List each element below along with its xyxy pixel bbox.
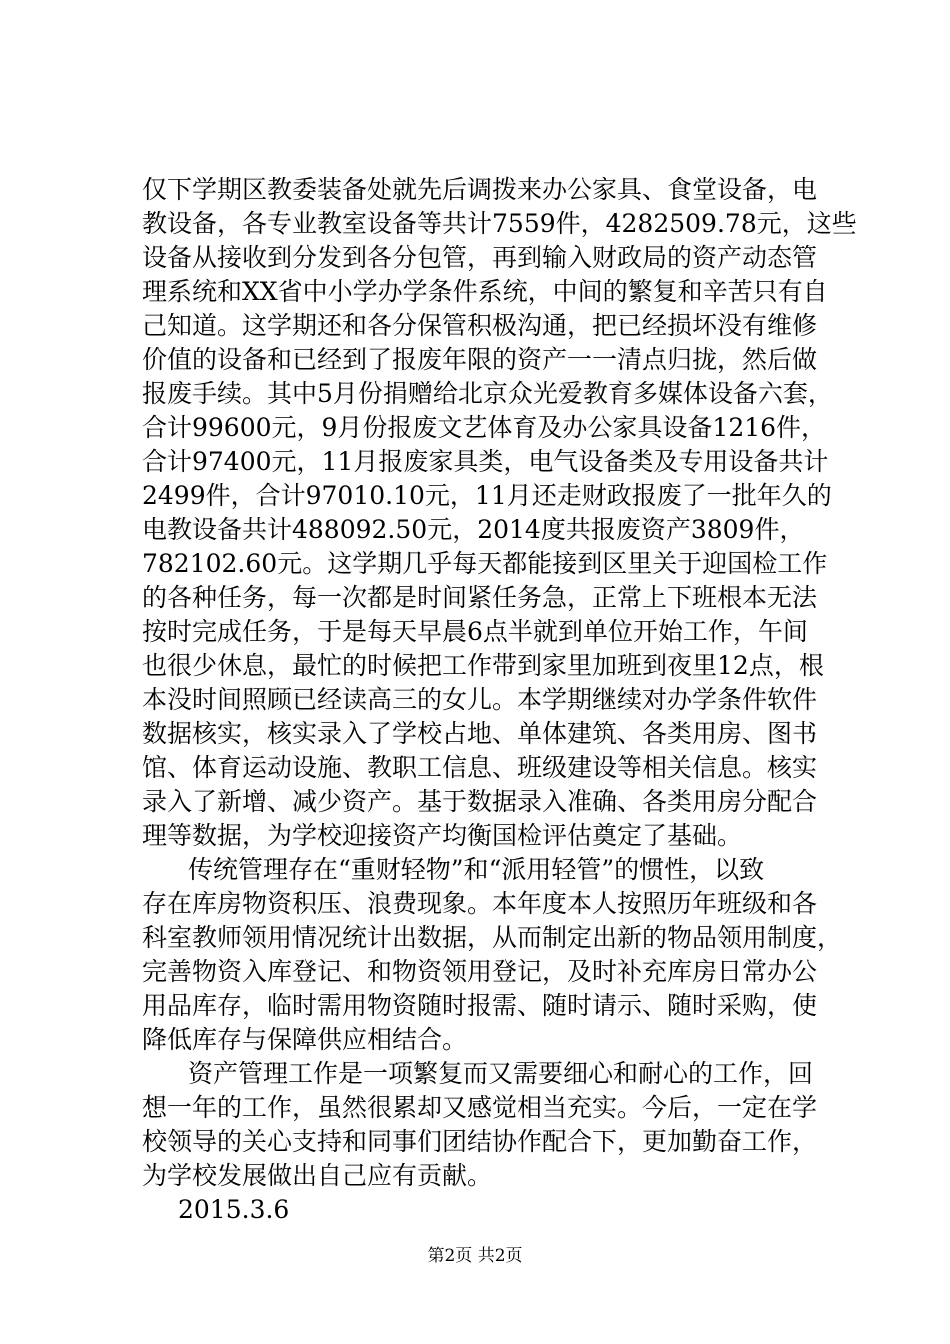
text-line: 报废手续。其中5月份捐赠给北京众光爱教育多媒体设备六套， (142, 379, 833, 408)
text-line: 也很少休息，最忙的时候把工作带到家里加班到夜里12点，根 (142, 651, 824, 680)
date-line: 2015.3.6 (178, 1195, 290, 1224)
text-line: 科室教师领用情况统计出数据，从而制定出新的物品领用制度， (142, 923, 843, 952)
text-line: 的各种任务，每一次都是时间紧任务急，正常上下班根本无法 (142, 583, 818, 612)
text-line: 为学校发展做出自己应有贡献。 (142, 1161, 493, 1190)
text-line: 按时完成任务，于是每天早晨6点半就到单位开始工作，午间 (142, 617, 808, 646)
text-line: 完善物资入库登记、和物资领用登记，及时补充库房日常办公 (142, 957, 818, 986)
text-line: 合计99600元，9月份报废文艺体育及办公家具设备1216件， (142, 413, 827, 442)
text-line: 仅下学期区教委装备处就先后调拨来办公家具、食堂设备，电 (142, 175, 818, 204)
text-line: 用品库存，临时需用物资随时报需、随时请示、随时采购，使 (142, 991, 818, 1020)
text-line: 存在库房物资积压、浪费现象。本年度本人按照历年班级和各 (142, 889, 818, 918)
text-line: 价值的设备和已经到了报废年限的资产一一清点归拢，然后做 (142, 345, 818, 374)
text-line: 本没时间照顾已经读高三的女儿。本学期继续对办学条件软件 (142, 685, 818, 714)
text-line: 电教设备共计488092.50元，2014度共报废资产3809件， (142, 515, 805, 544)
text-line: 降低库存与保障供应相结合。 (142, 1025, 468, 1054)
paragraph-start-line: 传统管理存在“重财轻物”和“派用轻管”的惯性，以致 (188, 855, 765, 884)
text-line: 想一年的工作，虽然很累却又感觉相当充实。今后，一定在学 (142, 1093, 818, 1122)
text-line: 馆、体育运动设施、教职工信息、班级建设等相关信息。核实 (142, 753, 818, 782)
text-line: 己知道。这学期还和各分保管积极沟通，把已经损坏没有维修 (142, 311, 818, 340)
paragraph-start-line: 资产管理工作是一项繁复而又需要细心和耐心的工作，回 (188, 1059, 814, 1088)
text-line: 录入了新增、减少资产。基于数据录入准确、各类用房分配合 (142, 787, 818, 816)
text-line: 理等数据，为学校迎接资产均衡国检评估奠定了基础。 (142, 821, 743, 850)
text-line: 数据核实，核实录入了学校占地、单体建筑、各类用房、图书 (142, 719, 818, 748)
text-line: 理系统和XX省中小学办学条件系统，中间的繁复和辛苦只有自 (142, 277, 828, 306)
text-line: 设备从接收到分发到各分包管，再到输入财政局的资产动态管 (142, 243, 818, 272)
page-number-footer: 第2页 共2页 (427, 1246, 523, 1266)
text-line: 校领导的关心支持和同事们团结协作配合下，更加勤奋工作， (142, 1127, 818, 1156)
text-line: 2499件，合计97010.10元，11月还走财政报废了一批年久的 (142, 481, 832, 510)
text-line: 教设备，各专业教室设备等共计7559件，4282509.78元，这些 (142, 209, 857, 238)
text-line: 782102.60元。这学期几乎每天都能接到区里关于迎国检工作 (142, 549, 828, 578)
text-line: 合计97400元，11月报废家具类，电气设备类及专用设备共计 (142, 447, 829, 476)
